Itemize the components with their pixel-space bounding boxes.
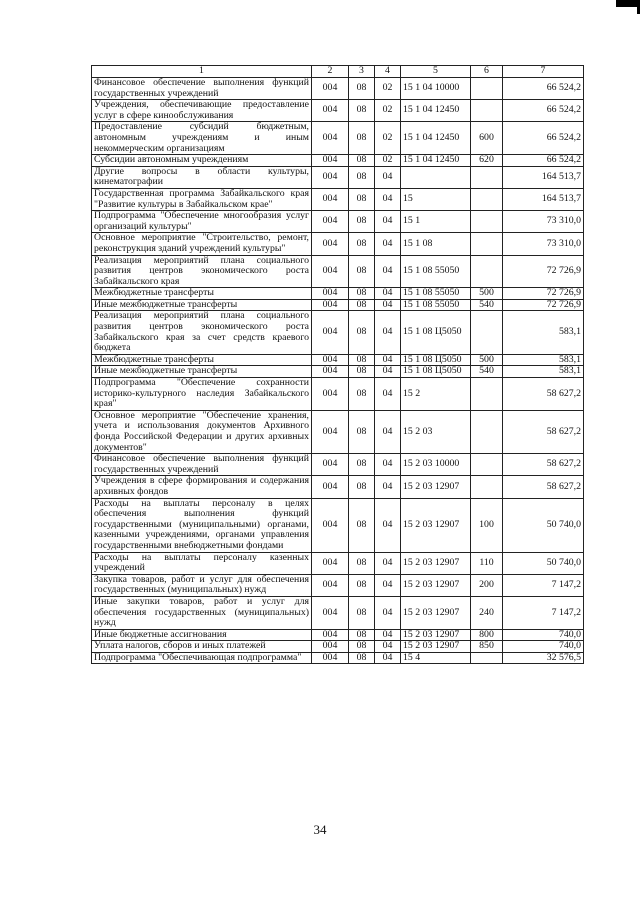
table-row — [92, 378, 584, 411]
row-code-2: 004 — [312, 366, 349, 378]
row-code-4: 04 — [375, 233, 401, 255]
row-code-6 — [471, 454, 503, 476]
corner-mark — [616, 0, 640, 7]
row-amount: 66 524,2 — [503, 122, 584, 155]
row-code-5: 15 1 08 Ц5050 — [401, 354, 471, 366]
row-name: Финансовое обеспечение выполнения функций государственных учреждений — [92, 78, 312, 100]
table-row — [92, 311, 584, 354]
row-code-6 — [471, 255, 503, 288]
row-code-3: 08 — [349, 454, 375, 476]
row-name: Подпрограмма "Обеспечение сохранности историко-культурного наследия Забайкальского края" — [92, 378, 312, 411]
row-code-3: 08 — [349, 311, 375, 354]
row-code-5: 15 1 04 12450 — [401, 155, 471, 167]
row-amount: 583,1 — [503, 366, 584, 378]
row-name: Межбюджетные трансферты — [92, 288, 312, 300]
row-code-4: 04 — [375, 410, 401, 453]
row-code-3: 08 — [349, 211, 375, 233]
row-name: Межбюджетные трансферты — [92, 354, 312, 366]
row-code-3: 08 — [349, 155, 375, 167]
row-code-2: 004 — [312, 378, 349, 411]
row-code-5: 15 1 08 Ц5050 — [401, 311, 471, 354]
row-name: Реализация мероприятий плана социального развития центров экономического роста Забайкальского края — [92, 255, 312, 288]
table-row — [92, 596, 584, 629]
row-code-2: 004 — [312, 410, 349, 453]
row-code-5: 15 2 03 12907 — [401, 574, 471, 596]
row-amount: 7 147,2 — [503, 596, 584, 629]
col-header-6: 6 — [471, 66, 503, 78]
row-code-2: 004 — [312, 552, 349, 574]
row-amount: 50 740,0 — [503, 552, 584, 574]
row-name: Предоставление субсидий бюджетным, автономным учреждениям и иным некоммерческим организациям — [92, 122, 312, 155]
row-code-6 — [471, 166, 503, 188]
row-name: Основное мероприятие "Строительство, ремонт, реконструкция зданий учреждений культуры" — [92, 233, 312, 255]
table-row — [92, 354, 584, 366]
table-row — [92, 299, 584, 311]
row-code-2: 004 — [312, 476, 349, 498]
col-header-1: 1 — [92, 66, 312, 78]
row-code-3: 08 — [349, 410, 375, 453]
col-header-3: 3 — [349, 66, 375, 78]
table-row — [92, 476, 584, 498]
row-name: Основное мероприятие "Обеспечение хранения, учета и использования документов Архивного фонда Российской Федерации и других архивных документов" — [92, 410, 312, 453]
table-row — [92, 78, 584, 100]
row-code-4: 04 — [375, 211, 401, 233]
table-row — [92, 366, 584, 378]
row-name: Субсидии автономным учреждениям — [92, 155, 312, 167]
table-row — [92, 574, 584, 596]
row-code-6: 540 — [471, 366, 503, 378]
row-code-6: 500 — [471, 288, 503, 300]
row-code-4: 02 — [375, 100, 401, 122]
row-amount: 50 740,0 — [503, 498, 584, 552]
row-name: Иные бюджетные ассигнования — [92, 629, 312, 641]
row-amount: 740,0 — [503, 629, 584, 641]
col-header-2: 2 — [312, 66, 349, 78]
row-code-2: 004 — [312, 596, 349, 629]
row-name: Иные межбюджетные трансферты — [92, 299, 312, 311]
row-code-4: 04 — [375, 299, 401, 311]
table-row — [92, 288, 584, 300]
row-code-3: 08 — [349, 288, 375, 300]
row-code-2: 004 — [312, 454, 349, 476]
table-row — [92, 629, 584, 641]
row-code-3: 08 — [349, 652, 375, 664]
row-code-4: 04 — [375, 596, 401, 629]
row-code-6 — [471, 188, 503, 210]
row-code-6 — [471, 78, 503, 100]
row-code-5: 15 1 08 55050 — [401, 255, 471, 288]
row-code-3: 08 — [349, 78, 375, 100]
table-row — [92, 211, 584, 233]
row-code-5: 15 2 03 12907 — [401, 498, 471, 552]
row-code-5: 15 2 03 12907 — [401, 629, 471, 641]
row-code-4: 04 — [375, 476, 401, 498]
row-code-2: 004 — [312, 299, 349, 311]
row-code-2: 004 — [312, 652, 349, 664]
row-code-3: 08 — [349, 378, 375, 411]
page-number: 34 — [313, 822, 327, 837]
row-code-5: 15 1 08 Ц5050 — [401, 366, 471, 378]
table-row — [92, 166, 584, 188]
row-amount: 164 513,7 — [503, 166, 584, 188]
row-code-4: 04 — [375, 255, 401, 288]
row-code-2: 004 — [312, 354, 349, 366]
row-code-3: 08 — [349, 498, 375, 552]
row-code-4: 02 — [375, 155, 401, 167]
row-name: Расходы на выплаты персоналу казенных учреждений — [92, 552, 312, 574]
table-row — [92, 498, 584, 552]
row-code-2: 004 — [312, 629, 349, 641]
row-code-4: 02 — [375, 78, 401, 100]
row-code-5: 15 2 03 12907 — [401, 552, 471, 574]
row-amount: 66 524,2 — [503, 155, 584, 167]
row-code-3: 08 — [349, 366, 375, 378]
row-code-5: 15 1 — [401, 211, 471, 233]
row-code-6: 500 — [471, 354, 503, 366]
row-code-6: 850 — [471, 641, 503, 653]
row-code-2: 004 — [312, 574, 349, 596]
row-amount: 72 726,9 — [503, 299, 584, 311]
row-amount: 66 524,2 — [503, 78, 584, 100]
table-row — [92, 552, 584, 574]
row-code-2: 004 — [312, 211, 349, 233]
row-amount: 58 627,2 — [503, 410, 584, 453]
row-code-4: 04 — [375, 629, 401, 641]
row-code-5: 15 1 08 55050 — [401, 288, 471, 300]
row-amount: 72 726,9 — [503, 255, 584, 288]
row-code-6: 100 — [471, 498, 503, 552]
row-name: Подпрограмма "Обеспечивающая подпрограмма" — [92, 652, 312, 664]
row-code-6: 110 — [471, 552, 503, 574]
row-code-4: 04 — [375, 366, 401, 378]
table-row — [92, 255, 584, 288]
row-name: Иные межбюджетные трансферты — [92, 366, 312, 378]
header-row — [92, 66, 584, 78]
row-code-6: 240 — [471, 596, 503, 629]
row-code-2: 004 — [312, 188, 349, 210]
row-code-2: 004 — [312, 288, 349, 300]
row-code-4: 04 — [375, 311, 401, 354]
row-code-4: 04 — [375, 288, 401, 300]
row-code-3: 08 — [349, 100, 375, 122]
row-code-5: 15 1 08 — [401, 233, 471, 255]
row-name: Учреждения в сфере формирования и содержания архивных фондов — [92, 476, 312, 498]
row-code-4: 04 — [375, 574, 401, 596]
row-amount: 583,1 — [503, 311, 584, 354]
row-code-3: 08 — [349, 188, 375, 210]
row-code-4: 04 — [375, 552, 401, 574]
budget-table — [91, 65, 584, 664]
row-name: Финансовое обеспечение выполнения функций государственных учреждений — [92, 454, 312, 476]
row-code-2: 004 — [312, 155, 349, 167]
row-amount: 66 524,2 — [503, 100, 584, 122]
row-amount: 58 627,2 — [503, 476, 584, 498]
row-code-6 — [471, 233, 503, 255]
row-code-6 — [471, 652, 503, 664]
row-code-2: 004 — [312, 78, 349, 100]
row-amount: 58 627,2 — [503, 378, 584, 411]
table-row — [92, 188, 584, 210]
row-code-2: 004 — [312, 255, 349, 288]
row-code-4: 04 — [375, 498, 401, 552]
table-row — [92, 233, 584, 255]
row-code-4: 04 — [375, 454, 401, 476]
row-code-4: 04 — [375, 652, 401, 664]
table-row — [92, 454, 584, 476]
row-code-5: 15 2 03 12907 — [401, 596, 471, 629]
row-code-5 — [401, 166, 471, 188]
row-code-5: 15 2 03 12907 — [401, 476, 471, 498]
row-amount: 73 310,0 — [503, 233, 584, 255]
row-code-5: 15 2 03 — [401, 410, 471, 453]
row-code-2: 004 — [312, 498, 349, 552]
row-code-5: 15 — [401, 188, 471, 210]
row-name: Подпрограмма "Обеспечение многообразия услуг организаций культуры" — [92, 211, 312, 233]
row-name: Другие вопросы в области культуры, кинематографии — [92, 166, 312, 188]
table-row — [92, 641, 584, 653]
row-code-6 — [471, 476, 503, 498]
row-code-5: 15 1 04 12450 — [401, 122, 471, 155]
row-code-4: 02 — [375, 122, 401, 155]
row-amount: 740,0 — [503, 641, 584, 653]
row-amount: 72 726,9 — [503, 288, 584, 300]
row-code-6 — [471, 211, 503, 233]
row-code-4: 04 — [375, 641, 401, 653]
row-name: Государственная программа Забайкальского края "Развитие культуры в Забайкальском крае" — [92, 188, 312, 210]
table-row — [92, 410, 584, 453]
col-header-7: 7 — [503, 66, 584, 78]
row-code-6 — [471, 311, 503, 354]
row-code-5: 15 4 — [401, 652, 471, 664]
row-name: Реализация мероприятий плана социального развития центров экономического роста Забайкальского края за счет средств краевого бюджета — [92, 311, 312, 354]
row-code-3: 08 — [349, 476, 375, 498]
row-code-6 — [471, 100, 503, 122]
row-code-3: 08 — [349, 552, 375, 574]
row-code-2: 004 — [312, 122, 349, 155]
row-code-3: 08 — [349, 233, 375, 255]
row-amount: 7 147,2 — [503, 574, 584, 596]
row-amount: 58 627,2 — [503, 454, 584, 476]
row-amount: 73 310,0 — [503, 211, 584, 233]
row-amount: 32 576,5 — [503, 652, 584, 664]
row-code-3: 08 — [349, 122, 375, 155]
row-code-5: 15 2 03 12907 — [401, 641, 471, 653]
row-code-6: 620 — [471, 155, 503, 167]
table-row — [92, 122, 584, 155]
row-name: Закупка товаров, работ и услуг для обеспечения государственных (муниципальных) нужд — [92, 574, 312, 596]
row-amount: 164 513,7 — [503, 188, 584, 210]
row-code-3: 08 — [349, 166, 375, 188]
row-name: Учреждения, обеспечивающие предоставление услуг в сфере кинообслуживания — [92, 100, 312, 122]
row-code-4: 04 — [375, 188, 401, 210]
row-code-3: 08 — [349, 574, 375, 596]
row-code-4: 04 — [375, 378, 401, 411]
row-code-3: 08 — [349, 641, 375, 653]
table-row — [92, 652, 584, 664]
row-name: Уплата налогов, сборов и иных платежей — [92, 641, 312, 653]
row-name: Иные закупки товаров, работ и услуг для обеспечения государственных (муниципальных) нужд — [92, 596, 312, 629]
row-code-4: 04 — [375, 166, 401, 188]
row-code-5: 15 1 08 55050 — [401, 299, 471, 311]
row-code-2: 004 — [312, 233, 349, 255]
row-code-3: 08 — [349, 354, 375, 366]
row-code-5: 15 2 03 10000 — [401, 454, 471, 476]
row-code-2: 004 — [312, 641, 349, 653]
table-row — [92, 100, 584, 122]
row-code-6 — [471, 378, 503, 411]
row-code-2: 004 — [312, 311, 349, 354]
row-code-6: 600 — [471, 122, 503, 155]
row-code-5: 15 2 — [401, 378, 471, 411]
col-header-4: 4 — [375, 66, 401, 78]
col-header-5: 5 — [401, 66, 471, 78]
row-code-6: 800 — [471, 629, 503, 641]
row-code-6: 540 — [471, 299, 503, 311]
row-code-2: 004 — [312, 166, 349, 188]
row-code-2: 004 — [312, 100, 349, 122]
row-code-3: 08 — [349, 299, 375, 311]
row-amount: 583,1 — [503, 354, 584, 366]
row-code-5: 15 1 04 10000 — [401, 78, 471, 100]
row-code-3: 08 — [349, 629, 375, 641]
table-row — [92, 155, 584, 167]
row-code-5: 15 1 04 12450 — [401, 100, 471, 122]
row-code-4: 04 — [375, 354, 401, 366]
row-code-6 — [471, 410, 503, 453]
row-code-3: 08 — [349, 596, 375, 629]
row-code-6: 200 — [471, 574, 503, 596]
row-name: Расходы на выплаты персоналу в целях обеспечения выполнения функций государственными (муниципальными) органами, казенными учреждениями, органами управления государственными внебюджетными фондами — [92, 498, 312, 552]
row-code-3: 08 — [349, 255, 375, 288]
